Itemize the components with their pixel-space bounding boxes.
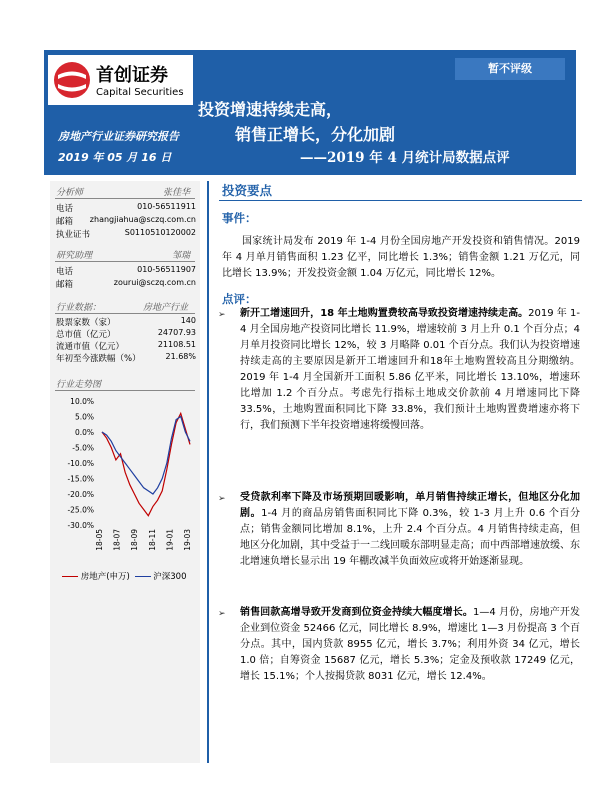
logo-mark-icon bbox=[52, 60, 92, 100]
series-line-hs300 bbox=[102, 417, 190, 495]
legend-swatch-realestate bbox=[62, 576, 78, 577]
title-line-3: ——2019 年 4 月统计局数据点评 bbox=[300, 150, 510, 166]
assistant-email-label: 邮箱 bbox=[56, 280, 74, 290]
column-divider bbox=[207, 181, 209, 763]
bullet-arrow-icon: ➢ bbox=[218, 310, 226, 320]
divider bbox=[55, 313, 195, 314]
title-line-2: 销售正增长，分化加剧 bbox=[235, 125, 396, 144]
point-1-head: 新开工增速回升，18 年土地购置费较高导致投资增速持续走高。 bbox=[240, 308, 529, 319]
section-title: 投资要点 bbox=[222, 183, 273, 198]
x-tick-label: 19-01 bbox=[165, 529, 175, 551]
divider bbox=[55, 198, 195, 199]
industry-row-value: 21.68% bbox=[165, 352, 196, 361]
industry-name: 房地产行业 bbox=[143, 303, 189, 313]
trend-chart bbox=[52, 393, 200, 593]
industry-row-label: 年初至今涨跌幅（%） bbox=[56, 354, 141, 364]
assistant-name: 邹瑞 bbox=[172, 251, 191, 261]
trend-label: 行业走势图 bbox=[56, 380, 102, 390]
y-tick-label: 0.0% bbox=[74, 428, 94, 437]
analyst-cert: S0110510120002 bbox=[124, 228, 196, 237]
point-2-body: 1-4 月的商品房销售面积同比下降 0.3%，较 1-3 月上升 0.6 个百分点；销售金额同比增加 8.1%，上升 2.4 个百分点。4 月销售持续走高，但地区分化加剧，其中受益于一二线回暖东部明显走高；而中西部增速放缓、东北增速负增长显示出 19 年棚改减半负面效应或将开始逐渐显现。 bbox=[240, 508, 581, 567]
analyst-cert-label: 执业证书 bbox=[56, 230, 91, 240]
y-tick-label: -20.0% bbox=[67, 490, 94, 499]
point-2 bbox=[240, 490, 580, 570]
bullet-arrow-icon: ➢ bbox=[218, 609, 226, 619]
industry-row-value: 24707.93 bbox=[157, 328, 196, 337]
analyst-email: zhangjiahua@sczq.com.cn bbox=[89, 215, 196, 224]
assistant-phone-label: 电话 bbox=[56, 267, 74, 277]
y-tick-label: -25.0% bbox=[67, 505, 94, 515]
y-tick-label: -30.0% bbox=[67, 521, 94, 530]
industry-row-value: 140 bbox=[180, 316, 196, 325]
industry-row-label: 股票家数（家） bbox=[56, 318, 116, 328]
analyst-name: 张佳华 bbox=[163, 188, 191, 198]
rating-badge: 暂不评级 bbox=[455, 58, 565, 80]
title-line-1: 投资增速持续走高， bbox=[198, 100, 343, 119]
logo-en-text: Capital Securities bbox=[96, 87, 184, 98]
analyst-phone: 010-56511911 bbox=[137, 202, 196, 211]
y-tick-label: 10.0% bbox=[70, 397, 94, 406]
y-tick-label: -5.0% bbox=[72, 443, 94, 453]
event-label: 事件： bbox=[222, 211, 257, 225]
legend-swatch-hs300 bbox=[135, 576, 151, 577]
point-3-head: 销售回款高增导致开发商到位资金持续大幅度增长。 bbox=[240, 607, 474, 618]
report-date: 2019 年 05 月 16 日 bbox=[58, 151, 172, 164]
industry-row-label: 流通市值（亿元） bbox=[56, 342, 125, 352]
legend-realestate: 房地产(申万) bbox=[80, 572, 130, 582]
industry-row-label: 总市值（亿元） bbox=[56, 330, 116, 340]
x-tick-label: 18-09 bbox=[130, 529, 140, 551]
point-3-body: 1—4 月份，房地产开发企业到位资金 52466 亿元，同比增长 8.9%，增速比 1—3 月份提高 3 个百分点。其中，国内贷款 8955 亿元，增长 3.7%；利用外资 34 亿元，增长 1.0 倍；自筹资金 15687 亿元，增长 5.3%；定金及预收款 17249 亿元，增长 15.1%；个人按揭贷款 8031 亿元，增长 12.4%。 bbox=[240, 607, 581, 682]
bullet-arrow-icon: ➢ bbox=[218, 494, 226, 504]
x-tick-label: 18-07 bbox=[112, 529, 122, 551]
y-tick-label: -10.0% bbox=[67, 459, 94, 468]
section-underline bbox=[219, 200, 582, 201]
point-3 bbox=[240, 605, 580, 685]
logo bbox=[48, 55, 193, 105]
report-type: 房地产行业证券研究报告 bbox=[58, 130, 179, 143]
divider bbox=[55, 390, 195, 391]
x-tick-label: 19-03 bbox=[183, 529, 192, 551]
point-1-body: 2019 年 1-4 月全国房地产投资同比增长 11.9%，增速较前 3 月上升 0.1 个百分点；4 月单月投资同比增长 12%，较 3 月略降 0.01 个百分点。我们认为投资增速持续走高的主要原因是新开工增速回升和18年土地购置较高且分期缴纳。2019 年 1-4 月全国新开工面积 5.86 亿平米，同比增长 13.10%，增速环比增加 1.2 个百分点。考虑先行指标土地成交价款前 4 月增速同比下降 33.5%，土地购置面积同比下降 33.8%，我们预计土地购置费增速亦将下行，我们预测下半年投资增速将缓慢回落。 bbox=[240, 308, 580, 431]
y-tick-label: 5.0% bbox=[74, 412, 94, 422]
series-line-realestate bbox=[102, 413, 190, 515]
analyst-label: 分析师 bbox=[56, 188, 84, 198]
analyst-email-label: 邮箱 bbox=[56, 217, 74, 227]
legend-hs300: 沪深300 bbox=[153, 572, 187, 582]
assistant-label: 研究助理 bbox=[56, 251, 93, 261]
industry-row-value: 21108.51 bbox=[157, 340, 196, 349]
x-tick-label: 18-05 bbox=[95, 529, 104, 551]
comment-label: 点评： bbox=[222, 292, 257, 306]
legend bbox=[62, 570, 186, 582]
logo-cn-text: 首创证券 bbox=[96, 65, 168, 86]
y-tick-label: -15.0% bbox=[67, 474, 94, 484]
analyst-phone-label: 电话 bbox=[56, 204, 74, 214]
point-2-head: 受贷款利率下降及市场预期回暖影响，单月销售持续正增长，但地区分化加剧。 bbox=[240, 492, 580, 519]
x-tick-label: 18-11 bbox=[147, 529, 157, 551]
industry-label: 行业数据： bbox=[56, 303, 102, 313]
point-1 bbox=[240, 306, 580, 434]
divider bbox=[55, 261, 195, 262]
assistant-email: zourui@sczq.com.cn bbox=[113, 278, 196, 287]
event-text: 国家统计局发布 2019 年 1-4 月份全国房地产开发投资和销售情况。2019 年 4 月单月销售面积 1.23 亿平，同比增长 1.3%；销售金额 1.21 万亿元，同比增长 13.9%；开发投资金额 1.04 万亿元，同比增长 12%。 bbox=[222, 236, 580, 279]
assistant-phone: 010-56511907 bbox=[137, 265, 196, 274]
